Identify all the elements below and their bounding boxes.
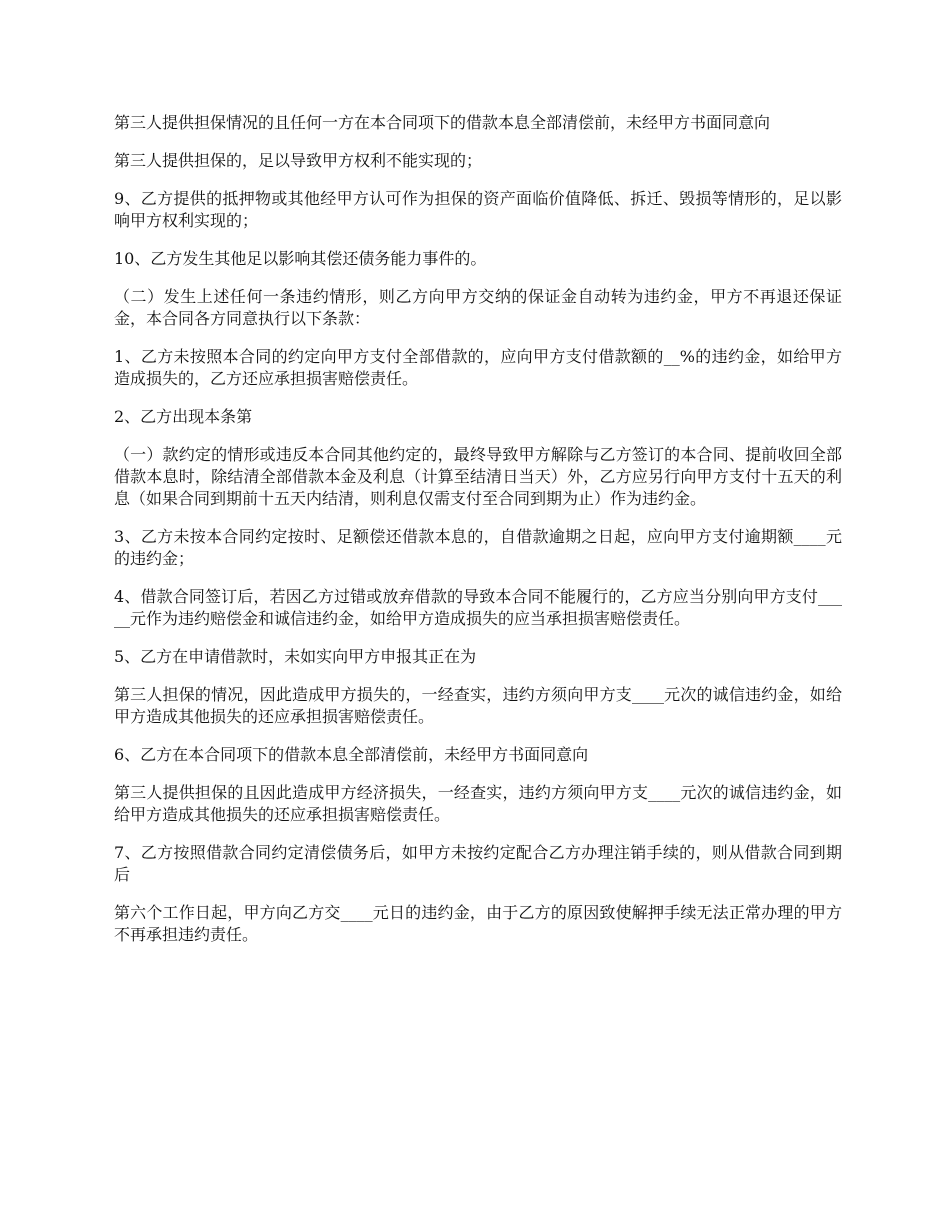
paragraph-4: 10、乙方发生其他足以影响其偿还债务能力事件的。	[114, 249, 487, 268]
paragraph-14: 第三人提供担保的且因此造成甲方经济损失，一经查实，违约方须向甲方支____元次的诚信违约金，如给甲方造成其他损失的还应承担损害赔偿责任。	[114, 783, 842, 824]
paragraph-6: 1、乙方未按照本合同的约定向甲方支付全部借款的，应向甲方支付借款额的__%的违约金，如给甲方造成损失的，乙方还应承担损害赔偿责任。	[114, 347, 842, 388]
paragraph-2: 第三人提供担保的，足以导致甲方权利不能实现的；	[114, 151, 483, 170]
document-body	[114, 112, 842, 962]
paragraph-11: 5、乙方在申请借款时，未如实向甲方申报其正在为	[114, 647, 477, 666]
paragraph-15: 7、乙方按照借款合同约定清偿债务后，如甲方未按约定配合乙方办理注销手续的，则从借款合同到期后	[114, 843, 842, 884]
paragraph-1: 第三人提供担保情况的且任何一方在本合同项下的借款本息全部清偿前，未经甲方书面同意向	[114, 113, 771, 132]
paragraph-16: 第六个工作日起，甲方向乙方交____元日的违约金，由于乙方的原因致使解押手续无法正常办理的甲方不再承担违约责任。	[114, 903, 842, 944]
paragraph-10: 4、借款合同签订后，若因乙方过错或放弃借款的导致本合同不能履行的，乙方应当分别向甲方支付_____元作为违约赔偿金和诚信违约金，如给甲方造成损失的应当承担损害赔偿责任。	[114, 587, 842, 628]
paragraph-8: （一）款约定的情形或违反本合同其他约定的，最终导致甲方解除与乙方签订的本合同、提前收回全部借款本息时，除结清全部借款本金及利息（计算至结清日当天）外，乙方应另行向甲方支付十五天的利息（如果合同到期前十五天内结清，则利息仅需支付至合同到期为止）作为违约金。	[114, 445, 842, 508]
paragraph-13: 6、乙方在本合同项下的借款本息全部清偿前，未经甲方书面同意向	[114, 745, 589, 764]
paragraph-5: （二）发生上述任何一条违约情形，则乙方向甲方交纳的保证金自动转为违约金，甲方不再退还保证金，本合同各方同意执行以下条款：	[114, 287, 842, 328]
paragraph-3: 9、乙方提供的抵押物或其他经甲方认可作为担保的资产面临价值降低、拆迁、毁损等情形的，足以影响甲方权利实现的；	[114, 189, 842, 230]
paragraph-9: 3、乙方未按本合同约定按时、足额偿还借款本息的，自借款逾期之日起，应向甲方支付逾期额____元的违约金；	[114, 527, 842, 568]
paragraph-12: 第三人担保的情况，因此造成甲方损失的，一经查实，违约方须向甲方支____元次的诚信违约金，如给甲方造成其他损失的还应承担损害赔偿责任。	[114, 685, 842, 726]
paragraph-7: 2、乙方出现本条第	[114, 407, 253, 426]
